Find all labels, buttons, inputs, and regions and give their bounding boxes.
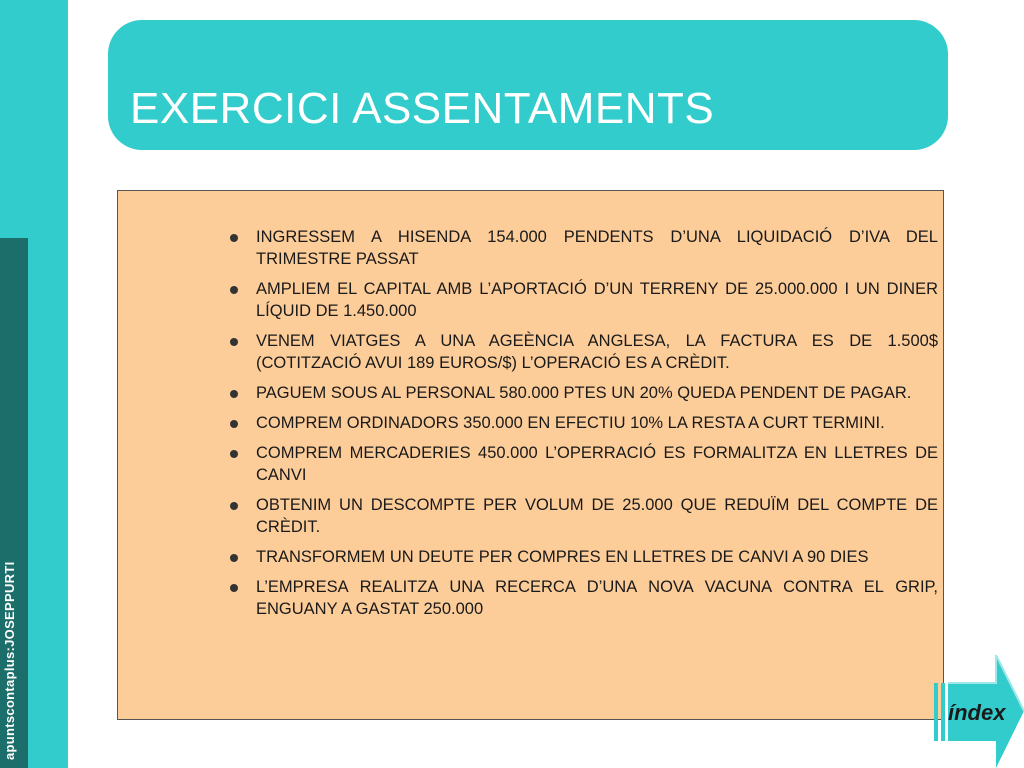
left-inner-bar (28, 238, 68, 768)
list-item-text: TRANSFORMEM UN DEUTE PER COMPRES EN LLETRES DE CANVI A 90 DIES (256, 548, 869, 566)
list-item-text: VENEM VIATGES A UNA AGEÈNCIA ANGLESA, LA FACTURA ES DE 1.500$ (COTITZACIÓ AVUI 189 EUROS/$) L’OPERACIÓ ES A CRÈDIT. (256, 332, 938, 372)
list-item-text: COMPREM MERCADERIES 450.000 L’OPERRACIÓ ES FORMALITZA EN LLETRES DE CANVI (256, 444, 938, 484)
bullet-icon (230, 286, 238, 294)
index-button-label[interactable]: índex (948, 700, 1006, 725)
list-item-text: COMPREM ORDINADORS 350.000 EN EFECTIU 10% LA RESTA A CURT TERMINI. (256, 414, 885, 432)
bullet-icon (230, 420, 238, 428)
list-item (228, 494, 938, 538)
list-item (228, 278, 938, 322)
bullet-icon (230, 450, 238, 458)
side-label (2, 562, 17, 761)
bullet-icon (230, 502, 238, 510)
list-item (228, 226, 938, 270)
slide-title: EXERCICI ASSENTAMENTS (130, 84, 715, 133)
list-item-text: OBTENIM UN DESCOMPTE PER VOLUM DE 25.000 QUE REDUÏM DEL COMPTE DE CRÈDIT. (256, 496, 938, 536)
bullet-icon (230, 338, 238, 346)
bullet-icon (230, 390, 238, 398)
bullet-icon (230, 554, 238, 562)
exercise-list (228, 226, 938, 628)
bullet-icon (230, 584, 238, 592)
side-label-author: JOSEPPURTI (2, 561, 17, 647)
list-item-text: L’EMPRESA REALITZA UNA RECERCA D’UNA NOVA VACUNA CONTRA EL GRIP, ENGUANY A GASTAT 250.000 (256, 578, 938, 618)
list-item (228, 330, 938, 374)
side-label-prefix: apuntscontaplus: (2, 646, 17, 760)
list-item (228, 546, 938, 568)
list-item-text: PAGUEM SOUS AL PERSONAL 580.000 PTES UN 20% QUEDA PENDENT DE PAGAR. (256, 384, 912, 402)
list-item (228, 412, 938, 434)
list-item (228, 442, 938, 486)
list-item (228, 382, 938, 404)
list-item (228, 576, 938, 620)
list-item-text: AMPLIEM EL CAPITAL AMB L’APORTACIÓ D’UN TERRENY DE 25.000.000 I UN DINER LÍQUID DE 1.450.000 (256, 280, 938, 320)
bullet-icon (230, 234, 238, 242)
list-item-text: INGRESSEM A HISENDA 154.000 PENDENTS D’UNA LIQUIDACIÓ D’IVA DEL TRIMESTRE PASSAT (256, 228, 938, 268)
